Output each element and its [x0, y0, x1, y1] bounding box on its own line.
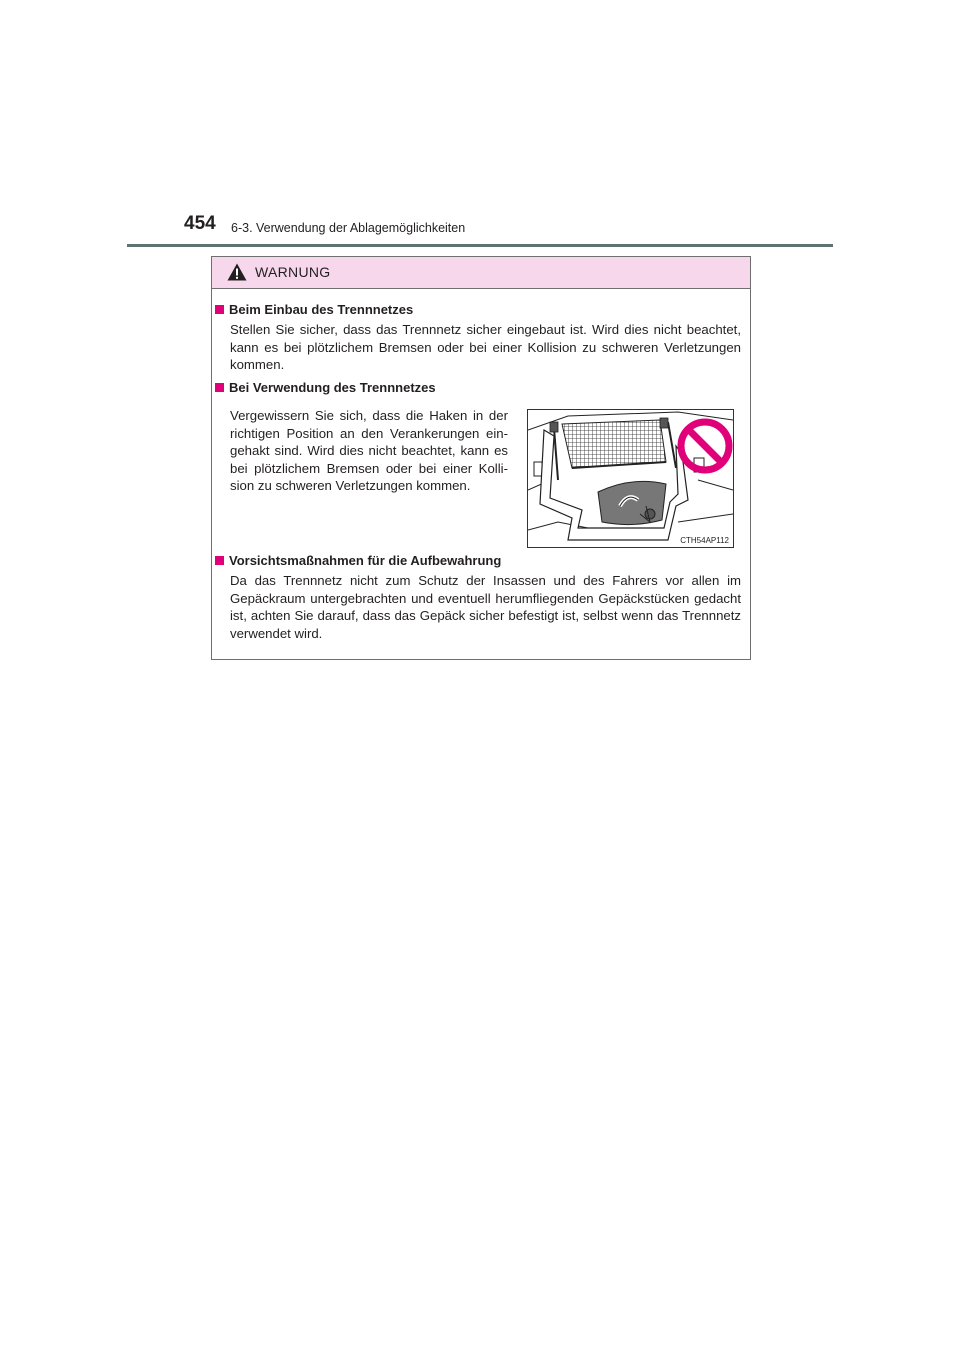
net-hook-illustration [527, 409, 734, 548]
paragraph-einbau: Stellen Sie sicher, dass das Trennnetz sicher eingebaut ist. Wird dies nicht beachtet, kann es bei plötzlichem Bremsen oder bei einer Kollision zu schweren Verletzungen kommen. [230, 322, 741, 372]
warning-title: WARNUNG [255, 264, 331, 280]
cargo-net-drawing [528, 410, 733, 547]
section-heading-einbau [215, 302, 413, 317]
bullet-square-icon [215, 383, 224, 392]
heading-text: Beim Einbau des Trennnetzes [229, 302, 414, 317]
paragraph-verwendung: Vergewissern Sie sich, dass die Haken in der richtigen Position an den Verankerungen ein-gehakt sind. Wird dies nicht beachtet, kann es bei plötzlichem Bremsen oder bei einer Kolli-sion zu schweren Verletzungen kommen. [230, 408, 508, 493]
figure-code: CTH54AP112 [680, 536, 729, 545]
section-title: 6-3. Verwendung der Ablagemöglichkeiten [231, 221, 466, 235]
header-rule [127, 244, 833, 247]
page-number: 454 [184, 213, 216, 234]
bullet-square-icon [215, 556, 224, 565]
bullet-square-icon [215, 305, 224, 314]
heading-text: Bei Verwendung des Trennnetzes [229, 380, 436, 395]
warning-box [211, 256, 751, 660]
section-heading-aufbewahrung [215, 553, 501, 568]
paragraph-aufbewahrung: Da das Trennnetz nicht zum Schutz der Insassen und des Fahrers vor allen im Gepäckraum untergebrachten und eventuell herumfliegenden Gepäckstücken gedacht ist, achten Sie darauf, dass das Gepäck sicher befestigt ist, selbst wenn das Trennnetz verwendet wird. [230, 573, 741, 641]
heading-text: Vorsichtsmaßnahmen für die Aufbewahrung [229, 553, 502, 568]
section-heading-verwendung [215, 380, 436, 395]
warning-header [212, 257, 750, 289]
warning-triangle-icon [227, 263, 247, 281]
